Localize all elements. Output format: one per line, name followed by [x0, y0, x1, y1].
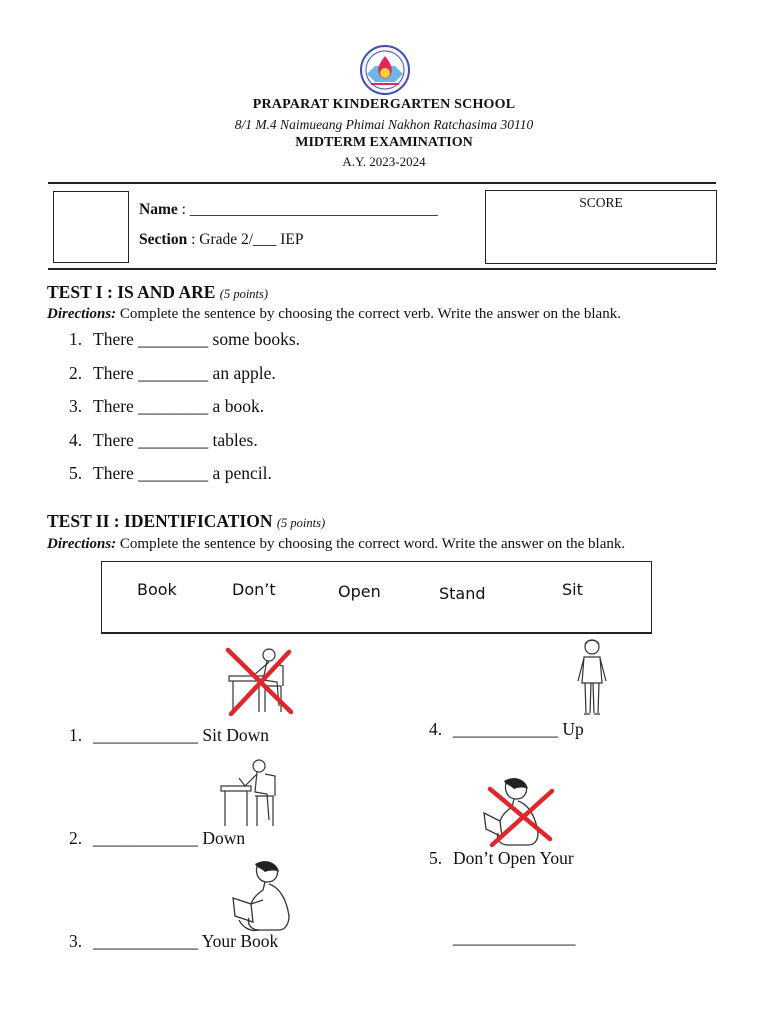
- dont-open-picture: [476, 775, 558, 849]
- test1-directions: [47, 306, 621, 323]
- sitting-picture: [219, 756, 281, 830]
- test2-heading: [47, 511, 325, 532]
- word-bank-item: Don’t: [232, 580, 276, 599]
- test2-item-number: 5.: [429, 848, 443, 868]
- test2-directions: [47, 536, 625, 553]
- test2-item-text: ____________ Up: [453, 719, 584, 739]
- section-label: Section: [139, 231, 188, 248]
- test2-item-text: ____________ Sit Down: [93, 725, 269, 745]
- test2-item-text: Don’t Open Your: [453, 848, 574, 868]
- name-label: Name: [139, 201, 178, 218]
- test2-item[interactable]: [429, 848, 574, 869]
- section-value: : Grade 2/___ IEP: [187, 231, 304, 248]
- test1-item-number: 2.: [69, 363, 83, 383]
- test2-item-number: 2.: [69, 828, 83, 848]
- test1-item-text: There ________ a pencil.: [93, 463, 272, 483]
- test2-item-number: 4.: [429, 719, 443, 739]
- test2-directions-text: Complete the sentence by choosing the correct word. Write the answer on the blank.: [116, 536, 626, 552]
- header-divider-bottom: [48, 268, 716, 270]
- test1-points: (5 points): [219, 287, 269, 301]
- school-name: PRAPARAT KINDERGARTEN SCHOOL: [252, 97, 516, 112]
- test2-item[interactable]: [69, 931, 278, 952]
- test1-item-text: There ________ tables.: [93, 430, 258, 450]
- test2-directions-label: Directions:: [47, 536, 117, 552]
- test1-item-number: 1.: [69, 329, 83, 349]
- word-bank-item: Stand: [439, 584, 486, 603]
- test1-directions-text: Complete the sentence by choosing the correct verb. Write the answer on the blank.: [116, 306, 621, 322]
- test1-heading: [47, 282, 268, 303]
- sit-down-picture: [223, 646, 295, 716]
- standing-picture: [574, 637, 610, 719]
- test1-item[interactable]: [69, 430, 258, 451]
- word-bank-item: Sit: [562, 580, 583, 599]
- academic-year: A.Y. 2023-2024: [342, 154, 426, 169]
- test2-item[interactable]: [69, 725, 269, 746]
- name-field[interactable]: [139, 201, 438, 219]
- test1-item[interactable]: [69, 329, 300, 350]
- test1-item-text: There ________ an apple.: [93, 363, 276, 383]
- test1-title: TEST I : IS AND ARE: [47, 282, 216, 302]
- exam-title: MIDTERM EXAMINATION: [295, 135, 473, 150]
- school-address: 8/1 M.4 Naimueang Phimai Nakhon Ratchasima 30110: [234, 117, 534, 132]
- test2-title: TEST II : IDENTIFICATION: [47, 511, 273, 531]
- test2-item[interactable]: [429, 719, 584, 740]
- test2-item[interactable]: [69, 828, 245, 849]
- test1-item[interactable]: [69, 463, 272, 484]
- photo-box: [53, 191, 129, 263]
- word-bank-item: Book: [137, 580, 177, 599]
- test1-item[interactable]: [69, 363, 276, 384]
- test2-item-text: ____________ Down: [93, 828, 246, 848]
- school-logo: [357, 44, 413, 96]
- section-field[interactable]: [139, 231, 303, 249]
- test2-item-text: ____________ Your Book: [93, 931, 279, 951]
- reading-picture: [225, 858, 301, 934]
- test1-item-number: 3.: [69, 396, 83, 416]
- test2-item-number: 1.: [69, 725, 83, 745]
- test2-item-number: 3.: [69, 931, 83, 951]
- header-divider-top: [48, 182, 716, 184]
- test1-item[interactable]: [69, 396, 264, 417]
- name-blank: : ________________________________: [177, 201, 438, 218]
- test2-answer-blank[interactable]: ______________: [453, 927, 576, 947]
- test1-item-number: 5.: [69, 463, 83, 483]
- test1-item-number: 4.: [69, 430, 83, 450]
- test2-points: (5 points): [276, 516, 326, 530]
- test1-item-text: There ________ a book.: [93, 396, 265, 416]
- score-label: SCORE: [579, 195, 623, 210]
- test1-item-text: There ________ some books.: [93, 329, 301, 349]
- test1-directions-label: Directions:: [47, 306, 117, 322]
- word-bank-item: Open: [338, 582, 381, 601]
